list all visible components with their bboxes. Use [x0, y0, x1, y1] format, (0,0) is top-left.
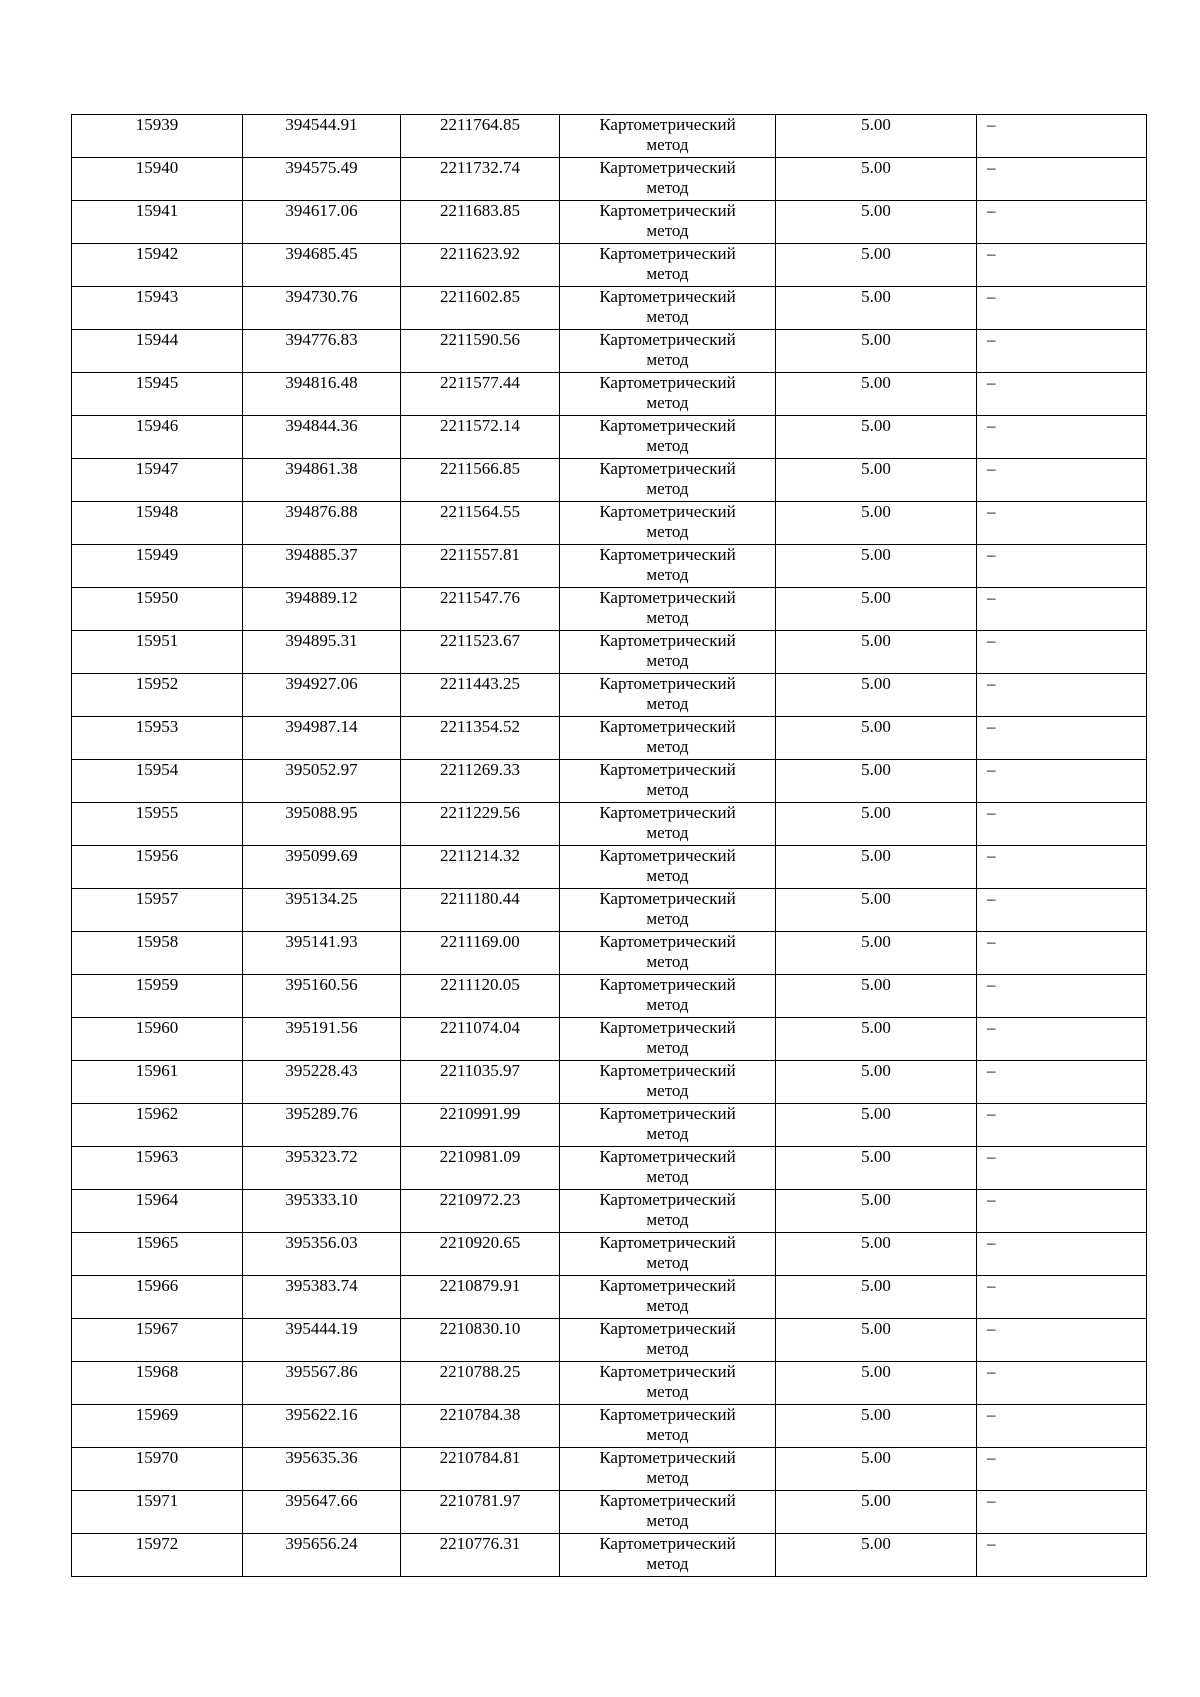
- point-number-cell: 15962: [72, 1104, 243, 1147]
- y-coordinate-cell: 2211169.00: [401, 932, 560, 975]
- x-coordinate-cell: 395635.36: [243, 1448, 401, 1491]
- x-coordinate-cell: 395088.95: [243, 803, 401, 846]
- note-cell: –: [977, 1018, 1147, 1061]
- accuracy-cell: 5.00: [776, 1233, 977, 1276]
- method-cell: [560, 158, 776, 201]
- table-row: [72, 1018, 1147, 1061]
- y-coordinate-cell: 2210920.65: [401, 1233, 560, 1276]
- method-text: Картометрический метод: [599, 1018, 736, 1057]
- x-coordinate-cell: 395052.97: [243, 760, 401, 803]
- method-cell: [560, 1233, 776, 1276]
- y-coordinate-cell: 2210972.23: [401, 1190, 560, 1233]
- y-coordinate-cell: 2210879.91: [401, 1276, 560, 1319]
- point-number-cell: 15951: [72, 631, 243, 674]
- table-row: [72, 803, 1147, 846]
- method-text: Картометрический метод: [599, 889, 736, 928]
- table-row: [72, 287, 1147, 330]
- accuracy-cell: 5.00: [776, 932, 977, 975]
- y-coordinate-cell: 2210981.09: [401, 1147, 560, 1190]
- method-text: Картометрический метод: [599, 330, 736, 369]
- method-cell: [560, 975, 776, 1018]
- accuracy-cell: 5.00: [776, 760, 977, 803]
- y-coordinate-cell: 2211547.76: [401, 588, 560, 631]
- table-row: [72, 846, 1147, 889]
- y-coordinate-cell: 2210776.31: [401, 1534, 560, 1577]
- accuracy-cell: 5.00: [776, 545, 977, 588]
- method-text: Картометрический метод: [599, 115, 736, 154]
- note-cell: –: [977, 1448, 1147, 1491]
- x-coordinate-cell: 395134.25: [243, 889, 401, 932]
- point-number-cell: 15955: [72, 803, 243, 846]
- accuracy-cell: 5.00: [776, 1276, 977, 1319]
- method-cell: [560, 545, 776, 588]
- method-cell: [560, 330, 776, 373]
- table-row: [72, 1405, 1147, 1448]
- note-cell: –: [977, 545, 1147, 588]
- accuracy-cell: 5.00: [776, 158, 977, 201]
- x-coordinate-cell: 395383.74: [243, 1276, 401, 1319]
- table-row: [72, 1104, 1147, 1147]
- table-row: [72, 1147, 1147, 1190]
- method-text: Картометрический метод: [599, 803, 736, 842]
- method-text: Картометрический метод: [599, 1147, 736, 1186]
- method-text: Картометрический метод: [599, 1233, 736, 1272]
- method-cell: [560, 1276, 776, 1319]
- x-coordinate-cell: 395622.16: [243, 1405, 401, 1448]
- point-number-cell: 15960: [72, 1018, 243, 1061]
- note-cell: –: [977, 760, 1147, 803]
- x-coordinate-cell: 395656.24: [243, 1534, 401, 1577]
- method-cell: [560, 287, 776, 330]
- note-cell: –: [977, 1491, 1147, 1534]
- table-row: [72, 631, 1147, 674]
- method-text: Картометрический метод: [599, 717, 736, 756]
- note-cell: –: [977, 1104, 1147, 1147]
- y-coordinate-cell: 2211180.44: [401, 889, 560, 932]
- y-coordinate-cell: 2211572.14: [401, 416, 560, 459]
- accuracy-cell: 5.00: [776, 244, 977, 287]
- method-cell: [560, 416, 776, 459]
- table-row: [72, 674, 1147, 717]
- table-row: [72, 244, 1147, 287]
- table-row: [72, 1190, 1147, 1233]
- x-coordinate-cell: 395647.66: [243, 1491, 401, 1534]
- note-cell: –: [977, 1276, 1147, 1319]
- table-row: [72, 545, 1147, 588]
- accuracy-cell: 5.00: [776, 1491, 977, 1534]
- accuracy-cell: 5.00: [776, 717, 977, 760]
- point-number-cell: 15940: [72, 158, 243, 201]
- method-text: Картометрический метод: [599, 1276, 736, 1315]
- accuracy-cell: 5.00: [776, 1448, 977, 1491]
- accuracy-cell: 5.00: [776, 889, 977, 932]
- accuracy-cell: 5.00: [776, 803, 977, 846]
- table-row: [72, 201, 1147, 244]
- accuracy-cell: 5.00: [776, 330, 977, 373]
- accuracy-cell: 5.00: [776, 1405, 977, 1448]
- point-number-cell: 15949: [72, 545, 243, 588]
- x-coordinate-cell: 395191.56: [243, 1018, 401, 1061]
- y-coordinate-cell: 2211214.32: [401, 846, 560, 889]
- x-coordinate-cell: 394575.49: [243, 158, 401, 201]
- point-number-cell: 15944: [72, 330, 243, 373]
- accuracy-cell: 5.00: [776, 1061, 977, 1104]
- method-text: Картометрический метод: [599, 416, 736, 455]
- method-text: Картометрический метод: [599, 1491, 736, 1530]
- note-cell: –: [977, 244, 1147, 287]
- method-cell: [560, 1147, 776, 1190]
- y-coordinate-cell: 2211764.85: [401, 115, 560, 158]
- note-cell: –: [977, 1147, 1147, 1190]
- accuracy-cell: 5.00: [776, 975, 977, 1018]
- method-cell: [560, 459, 776, 502]
- note-cell: –: [977, 932, 1147, 975]
- method-cell: [560, 846, 776, 889]
- note-cell: –: [977, 1190, 1147, 1233]
- note-cell: –: [977, 459, 1147, 502]
- y-coordinate-cell: 2210830.10: [401, 1319, 560, 1362]
- accuracy-cell: 5.00: [776, 631, 977, 674]
- accuracy-cell: 5.00: [776, 1319, 977, 1362]
- point-number-cell: 15966: [72, 1276, 243, 1319]
- method-text: Картометрический метод: [599, 1534, 736, 1573]
- method-text: Картометрический метод: [599, 158, 736, 197]
- note-cell: –: [977, 287, 1147, 330]
- table-row: [72, 459, 1147, 502]
- method-text: Картометрический метод: [599, 502, 736, 541]
- method-cell: [560, 1534, 776, 1577]
- method-cell: [560, 1061, 776, 1104]
- y-coordinate-cell: 2211732.74: [401, 158, 560, 201]
- point-number-cell: 15957: [72, 889, 243, 932]
- y-coordinate-cell: 2211683.85: [401, 201, 560, 244]
- x-coordinate-cell: 394927.06: [243, 674, 401, 717]
- x-coordinate-cell: 395356.03: [243, 1233, 401, 1276]
- x-coordinate-cell: 394730.76: [243, 287, 401, 330]
- point-number-cell: 15953: [72, 717, 243, 760]
- note-cell: –: [977, 975, 1147, 1018]
- accuracy-cell: 5.00: [776, 674, 977, 717]
- y-coordinate-cell: 2211602.85: [401, 287, 560, 330]
- x-coordinate-cell: 395160.56: [243, 975, 401, 1018]
- method-text: Картометрический метод: [599, 588, 736, 627]
- point-number-cell: 15972: [72, 1534, 243, 1577]
- note-cell: –: [977, 1534, 1147, 1577]
- x-coordinate-cell: 395323.72: [243, 1147, 401, 1190]
- accuracy-cell: 5.00: [776, 1534, 977, 1577]
- y-coordinate-cell: 2210784.81: [401, 1448, 560, 1491]
- table-row: [72, 1448, 1147, 1491]
- point-number-cell: 15971: [72, 1491, 243, 1534]
- note-cell: –: [977, 1233, 1147, 1276]
- accuracy-cell: 5.00: [776, 1147, 977, 1190]
- accuracy-cell: 5.00: [776, 1018, 977, 1061]
- note-cell: –: [977, 588, 1147, 631]
- note-cell: –: [977, 502, 1147, 545]
- coordinates-table-body: [72, 115, 1147, 1577]
- point-number-cell: 15968: [72, 1362, 243, 1405]
- note-cell: –: [977, 1061, 1147, 1104]
- table-row: [72, 330, 1147, 373]
- method-text: Картометрический метод: [599, 1362, 736, 1401]
- method-cell: [560, 674, 776, 717]
- method-cell: [560, 760, 776, 803]
- point-number-cell: 15967: [72, 1319, 243, 1362]
- point-number-cell: 15959: [72, 975, 243, 1018]
- method-text: Картометрический метод: [599, 201, 736, 240]
- table-row: [72, 158, 1147, 201]
- x-coordinate-cell: 394685.45: [243, 244, 401, 287]
- note-cell: –: [977, 1319, 1147, 1362]
- y-coordinate-cell: 2211443.25: [401, 674, 560, 717]
- method-cell: [560, 717, 776, 760]
- y-coordinate-cell: 2211523.67: [401, 631, 560, 674]
- table-row: [72, 1534, 1147, 1577]
- method-text: Картометрический метод: [599, 244, 736, 283]
- x-coordinate-cell: 394617.06: [243, 201, 401, 244]
- table-row: [72, 1319, 1147, 1362]
- y-coordinate-cell: 2211590.56: [401, 330, 560, 373]
- y-coordinate-cell: 2210788.25: [401, 1362, 560, 1405]
- table-row: [72, 416, 1147, 459]
- y-coordinate-cell: 2211577.44: [401, 373, 560, 416]
- table-row: [72, 1061, 1147, 1104]
- point-number-cell: 15952: [72, 674, 243, 717]
- method-text: Картометрический метод: [599, 760, 736, 799]
- method-text: Картометрический метод: [599, 1190, 736, 1229]
- x-coordinate-cell: 394885.37: [243, 545, 401, 588]
- method-cell: [560, 1448, 776, 1491]
- y-coordinate-cell: 2211566.85: [401, 459, 560, 502]
- table-row: [72, 1276, 1147, 1319]
- note-cell: –: [977, 201, 1147, 244]
- point-number-cell: 15969: [72, 1405, 243, 1448]
- point-number-cell: 15939: [72, 115, 243, 158]
- note-cell: –: [977, 373, 1147, 416]
- table-row: [72, 1491, 1147, 1534]
- method-text: Картометрический метод: [599, 459, 736, 498]
- method-cell: [560, 631, 776, 674]
- point-number-cell: 15941: [72, 201, 243, 244]
- method-cell: [560, 889, 776, 932]
- point-number-cell: 15950: [72, 588, 243, 631]
- y-coordinate-cell: 2211564.55: [401, 502, 560, 545]
- method-text: Картометрический метод: [599, 975, 736, 1014]
- method-cell: [560, 115, 776, 158]
- note-cell: –: [977, 1362, 1147, 1405]
- method-cell: [560, 373, 776, 416]
- table-row: [72, 588, 1147, 631]
- x-coordinate-cell: 394876.88: [243, 502, 401, 545]
- method-cell: [560, 803, 776, 846]
- note-cell: –: [977, 889, 1147, 932]
- table-row: [72, 717, 1147, 760]
- y-coordinate-cell: 2210781.97: [401, 1491, 560, 1534]
- method-cell: [560, 201, 776, 244]
- accuracy-cell: 5.00: [776, 201, 977, 244]
- point-number-cell: 15947: [72, 459, 243, 502]
- x-coordinate-cell: 394844.36: [243, 416, 401, 459]
- y-coordinate-cell: 2211074.04: [401, 1018, 560, 1061]
- x-coordinate-cell: 395141.93: [243, 932, 401, 975]
- note-cell: –: [977, 330, 1147, 373]
- method-text: Картометрический метод: [599, 846, 736, 885]
- method-cell: [560, 244, 776, 287]
- method-cell: [560, 1018, 776, 1061]
- note-cell: –: [977, 631, 1147, 674]
- method-cell: [560, 1491, 776, 1534]
- x-coordinate-cell: 395289.76: [243, 1104, 401, 1147]
- point-number-cell: 15965: [72, 1233, 243, 1276]
- point-number-cell: 15954: [72, 760, 243, 803]
- method-text: Картометрический метод: [599, 1448, 736, 1487]
- point-number-cell: 15942: [72, 244, 243, 287]
- point-number-cell: 15961: [72, 1061, 243, 1104]
- method-text: Картометрический метод: [599, 1061, 736, 1100]
- point-number-cell: 15945: [72, 373, 243, 416]
- accuracy-cell: 5.00: [776, 115, 977, 158]
- accuracy-cell: 5.00: [776, 1190, 977, 1233]
- y-coordinate-cell: 2211229.56: [401, 803, 560, 846]
- y-coordinate-cell: 2211623.92: [401, 244, 560, 287]
- x-coordinate-cell: 394544.91: [243, 115, 401, 158]
- y-coordinate-cell: 2211035.97: [401, 1061, 560, 1104]
- x-coordinate-cell: 395099.69: [243, 846, 401, 889]
- method-cell: [560, 588, 776, 631]
- note-cell: –: [977, 846, 1147, 889]
- x-coordinate-cell: 394816.48: [243, 373, 401, 416]
- x-coordinate-cell: 394776.83: [243, 330, 401, 373]
- note-cell: –: [977, 158, 1147, 201]
- note-cell: –: [977, 416, 1147, 459]
- accuracy-cell: 5.00: [776, 1104, 977, 1147]
- method-cell: [560, 1405, 776, 1448]
- method-cell: [560, 1319, 776, 1362]
- note-cell: –: [977, 674, 1147, 717]
- method-cell: [560, 932, 776, 975]
- x-coordinate-cell: 395444.19: [243, 1319, 401, 1362]
- point-number-cell: 15958: [72, 932, 243, 975]
- point-number-cell: 15943: [72, 287, 243, 330]
- table-row: [72, 889, 1147, 932]
- accuracy-cell: 5.00: [776, 459, 977, 502]
- point-number-cell: 15948: [72, 502, 243, 545]
- x-coordinate-cell: 395567.86: [243, 1362, 401, 1405]
- point-number-cell: 15946: [72, 416, 243, 459]
- accuracy-cell: 5.00: [776, 502, 977, 545]
- table-row: [72, 760, 1147, 803]
- method-text: Картометрический метод: [599, 287, 736, 326]
- x-coordinate-cell: 394895.31: [243, 631, 401, 674]
- coordinates-table: [71, 114, 1147, 1577]
- table-row: [72, 115, 1147, 158]
- method-text: Картометрический метод: [599, 1319, 736, 1358]
- y-coordinate-cell: 2210991.99: [401, 1104, 560, 1147]
- y-coordinate-cell: 2211354.52: [401, 717, 560, 760]
- table-row: [72, 502, 1147, 545]
- y-coordinate-cell: 2211557.81: [401, 545, 560, 588]
- method-text: Картометрический метод: [599, 674, 736, 713]
- method-cell: [560, 502, 776, 545]
- note-cell: –: [977, 115, 1147, 158]
- table-row: [72, 373, 1147, 416]
- method-text: Картометрический метод: [599, 1104, 736, 1143]
- x-coordinate-cell: 394861.38: [243, 459, 401, 502]
- accuracy-cell: 5.00: [776, 287, 977, 330]
- method-text: Картометрический метод: [599, 932, 736, 971]
- method-text: Картометрический метод: [599, 631, 736, 670]
- method-cell: [560, 1362, 776, 1405]
- table-row: [72, 975, 1147, 1018]
- accuracy-cell: 5.00: [776, 846, 977, 889]
- x-coordinate-cell: 394987.14: [243, 717, 401, 760]
- method-cell: [560, 1104, 776, 1147]
- method-text: Картометрический метод: [599, 545, 736, 584]
- point-number-cell: 15956: [72, 846, 243, 889]
- y-coordinate-cell: 2211120.05: [401, 975, 560, 1018]
- method-text: Картометрический метод: [599, 1405, 736, 1444]
- y-coordinate-cell: 2210784.38: [401, 1405, 560, 1448]
- note-cell: –: [977, 1405, 1147, 1448]
- point-number-cell: 15964: [72, 1190, 243, 1233]
- accuracy-cell: 5.00: [776, 1362, 977, 1405]
- y-coordinate-cell: 2211269.33: [401, 760, 560, 803]
- table-row: [72, 1362, 1147, 1405]
- note-cell: –: [977, 803, 1147, 846]
- table-row: [72, 932, 1147, 975]
- accuracy-cell: 5.00: [776, 588, 977, 631]
- x-coordinate-cell: 395228.43: [243, 1061, 401, 1104]
- table-row: [72, 1233, 1147, 1276]
- accuracy-cell: 5.00: [776, 373, 977, 416]
- method-text: Картометрический метод: [599, 373, 736, 412]
- x-coordinate-cell: 395333.10: [243, 1190, 401, 1233]
- x-coordinate-cell: 394889.12: [243, 588, 401, 631]
- point-number-cell: 15963: [72, 1147, 243, 1190]
- point-number-cell: 15970: [72, 1448, 243, 1491]
- method-cell: [560, 1190, 776, 1233]
- accuracy-cell: 5.00: [776, 416, 977, 459]
- note-cell: –: [977, 717, 1147, 760]
